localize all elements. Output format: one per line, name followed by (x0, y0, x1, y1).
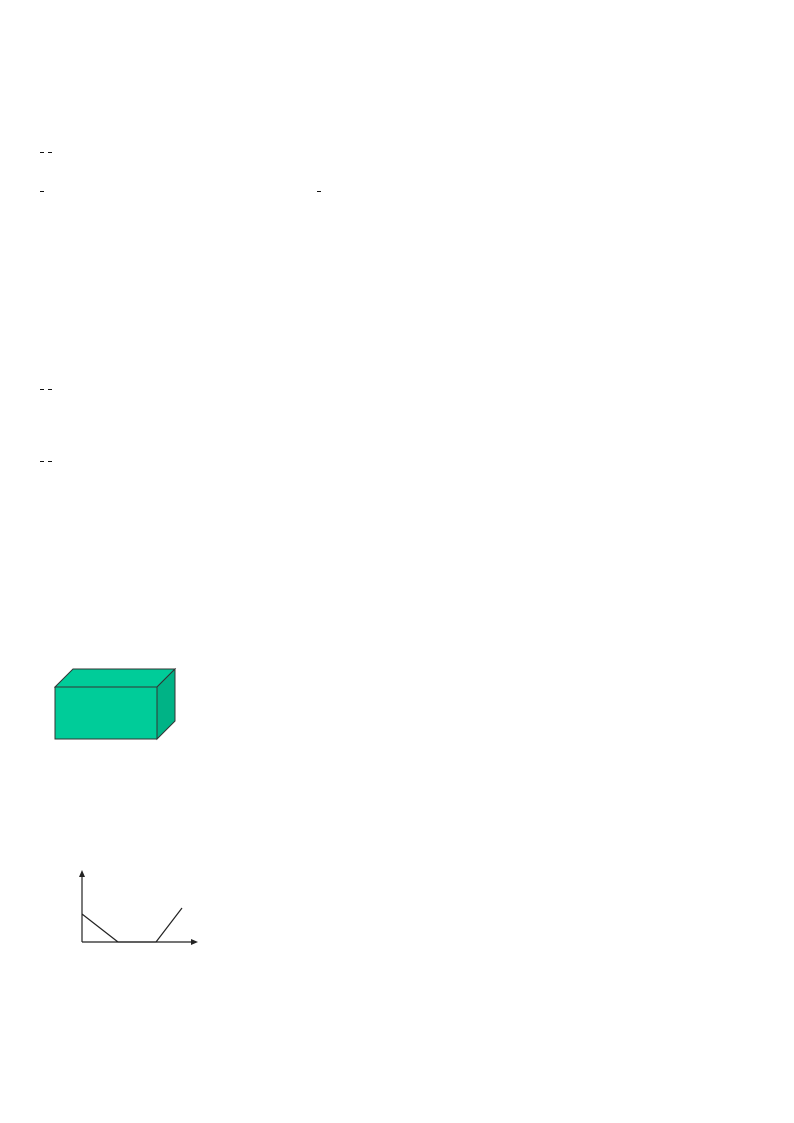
question-4 (38, 381, 54, 399)
distance-time-graph (74, 868, 204, 948)
question-5 (38, 453, 54, 471)
fraction (317, 191, 321, 192)
fraction (40, 191, 44, 192)
graph-line (82, 908, 182, 942)
fraction (40, 461, 44, 462)
fraction (48, 389, 52, 390)
graph-y-arrow (79, 870, 85, 877)
cuboid-top-face (55, 669, 175, 687)
q1-option-a[interactable] (38, 184, 46, 199)
fraction (40, 152, 44, 153)
question-1 (38, 144, 54, 162)
q1-option-c[interactable] (315, 184, 323, 199)
cuboid-figure (54, 668, 178, 742)
fraction (48, 152, 52, 153)
fraction (40, 389, 44, 390)
graph-x-arrow (191, 939, 198, 945)
cuboid-front-face (55, 687, 157, 739)
fraction (48, 461, 52, 462)
